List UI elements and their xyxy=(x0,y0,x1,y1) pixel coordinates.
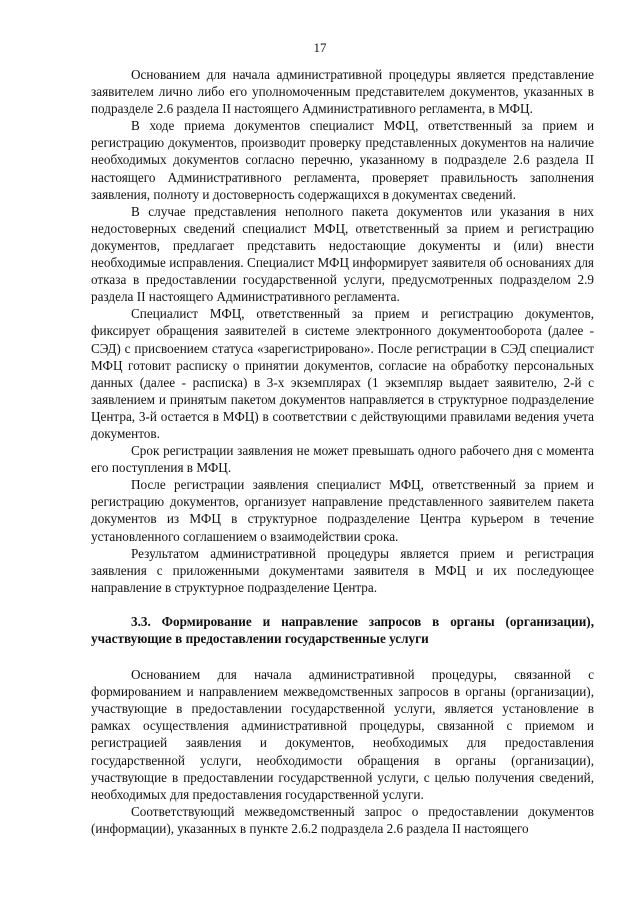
paragraph-package-dispatch: После регистрации заявления специалист МФЦ, ответственный за прием и регистрацию документов, организует направление представленного заявителем пакета документов из МФЦ в структурное подразделение Центра курьером в течение установленного соглашением о взаимодействии срока. xyxy=(91,477,594,544)
paragraph-interagency-basis: Основанием для начала административной процедуры, связанной с формированием и направлением межведомственных запросов в органы (организации), участвующие в предоставлении государственной услуги, является установление в рамках осуществления административной процедуры, связанной с приемом и регистрацией заявления и документов, необходимых для предоставления государственной услуги, необходимости обращения в органы (организации), участвующие в предоставлении государственной услуги, с целью получения сведений, необходимых для предоставления государственной услуги. xyxy=(91,667,594,802)
page-number: 17 xyxy=(313,40,327,55)
section-heading: 3.3. Формирование и направление запросов в органы (организации), участвующие в предоставлении государственные услуги xyxy=(91,613,594,646)
paragraph-document-check: В ходе приема документов специалист МФЦ, ответственный за прием и регистрацию документов, производит проверку представленных документов на наличие необходимых документов согласно перечню, указанному в подразделе 2.6 раздела II настоящего Административного регламента, проверяет правильность заполнения заявления, полноту и достоверность содержащихся в документах сведений. xyxy=(91,118,594,202)
paragraph-interagency-request: Соответствующий межведомственный запрос о предоставлении документов (информации), указанных в пункте 2.6.2 подраздела 2.6 раздела II настоящего xyxy=(91,803,594,836)
paragraph-procedure-basis: Основанием для начала административной процедуры является представление заявителем лично либо его уполномоченным представителем документов, указанных в подразделе 2.6 раздела II настоящего Административного регламента, в МФЦ. xyxy=(91,67,594,117)
paragraph-registration-sed: Специалист МФЦ, ответственный за прием и регистрацию документов, фиксирует обращения заявителей в системе электронного документооборота (далее - СЭД) с присвоением статуса «зарегистрировано». После регистрации в СЭД специалист МФЦ готовит расписку о принятии документов, согласие на обработку персональных данных (далее - расписка) в 3-х экземплярах (1 экземпляр выдает заявителю, 2-й с заявлением и принятым пакетом документов направляется в структурное подразделение Центра, 3-й остается в МФЦ) в соответствии с действующими правилами ведения учета документов. xyxy=(91,306,594,441)
paragraph-procedure-result: Результатом административной процедуры является прием и регистрация заявления с приложенными документами заявителя в МФЦ и их последующее направление в структурное подразделение Центра. xyxy=(91,545,594,595)
paragraph-registration-term: Срок регистрации заявления не может превышать одного рабочего дня с момента его поступления в МФЦ. xyxy=(91,443,594,476)
paragraph-incomplete-package: В случае представления неполного пакета документов или указания в них недостоверных сведений специалист МФЦ, ответственный за прием и регистрацию документов, предлагает представить недостающие документы и (или) внести необходимые исправления. Специалист МФЦ информирует заявителя об основаниях для отказа в предоставлении государственной услуги, предусмотренных подразделом 2.9 раздела II настоящего Административного регламента. xyxy=(91,203,594,305)
document-body xyxy=(91,66,594,837)
